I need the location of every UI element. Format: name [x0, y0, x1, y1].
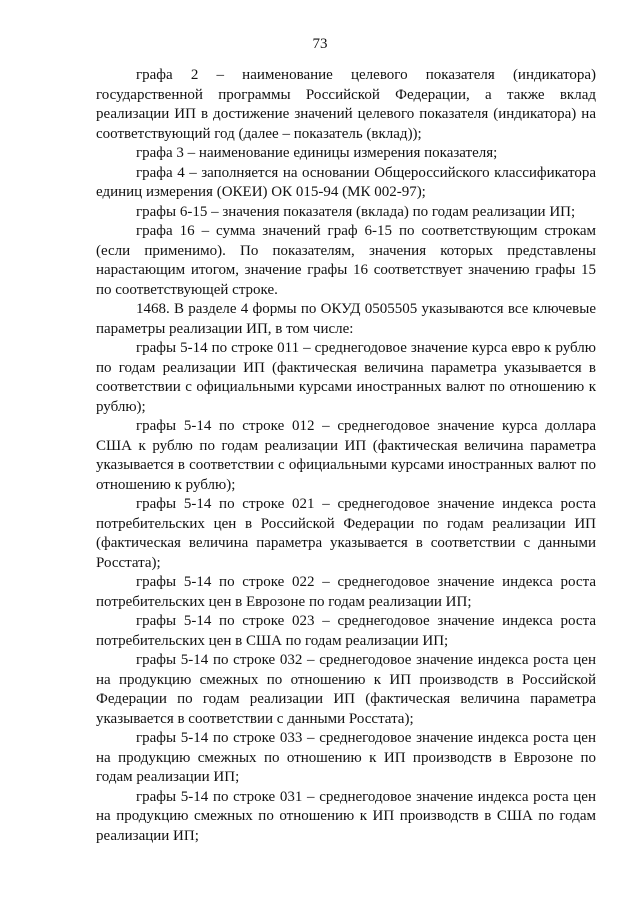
paragraph-row-012: графы 5-14 по строке 012 – среднегодовое значение курса доллара США к рублю по годам реализации ИП (фактическая величина параметра указывается в соответствии с официальными курсами иностранных валют по отношению к рублю);	[96, 418, 596, 493]
paragraph-row-033: графы 5-14 по строке 033 – среднегодовое значение индекса роста цен на продукцию смежных по отношению к ИП производств в Еврозоне по годам реализации ИП;	[96, 730, 596, 785]
paragraph-grafa-4: графа 4 – заполняется на основании Общероссийского классификатора единиц измерения (ОКЕИ) ОК 015-94 (МК 002-97);	[96, 164, 596, 200]
paragraph-grafa-3: графа 3 – наименование единицы измерения показателя;	[136, 145, 498, 161]
paragraph-row-032: графы 5-14 по строке 032 – среднегодовое значение индекса роста цен на продукцию смежных по отношению к ИП производств в Российской Федерации по годам реализации ИП (фактическая величина параметра указывается в соответствии с данными Росстата);	[96, 652, 596, 727]
document-body	[96, 66, 596, 846]
paragraph-row-022: графы 5-14 по строке 022 – среднегодовое значение индекса роста потребительских цен в Еврозоне по годам реализации ИП;	[96, 574, 596, 610]
paragraph-row-021: графы 5-14 по строке 021 – среднегодовое значение индекса роста потребительских цен в Российской Федерации по годам реализации ИП (фактическая величина параметра указывается в соответствии с данными Росстата);	[96, 496, 596, 571]
paragraph-row-011: графы 5-14 по строке 011 – среднегодовое значение курса евро к рублю по годам реализации ИП (фактическая величина параметра указывается в соответствии с официальными курсами иностранных валют по отношению к рублю);	[96, 340, 596, 415]
paragraph-clause-1468: 1468. В разделе 4 формы по ОКУД 0505505 указываются все ключевые параметры реализации ИП, в том числе:	[96, 301, 596, 337]
paragraph-row-023: графы 5-14 по строке 023 – среднегодовое значение индекса роста потребительских цен в США по годам реализации ИП;	[96, 613, 596, 649]
paragraph-grafy-6-15: графы 6-15 – значения показателя (вклада) по годам реализации ИП;	[136, 203, 576, 220]
paragraph-grafa-16: графа 16 – сумма значений граф 6-15 по соответствующим строкам (если применимо). По показателям, значения которых представлены нарастающим итогом, значение графы 16 соответствует значению графы 15 по соответствующей строке.	[96, 223, 596, 298]
page-number: 73	[312, 36, 328, 52]
paragraph-row-031: графы 5-14 по строке 031 – среднегодовое значение индекса роста цен на продукцию смежных по отношению к ИП производств в США по годам реализации ИП;	[96, 788, 596, 844]
paragraph-grafa-2: графа 2 – наименование целевого показателя (индикатора) государственной программы Российской Федерации, а также вклад реализации ИП в достижение значений целевого показателя (индикатора) на соответствующий год (далее – показатель (вклад));	[96, 67, 596, 142]
